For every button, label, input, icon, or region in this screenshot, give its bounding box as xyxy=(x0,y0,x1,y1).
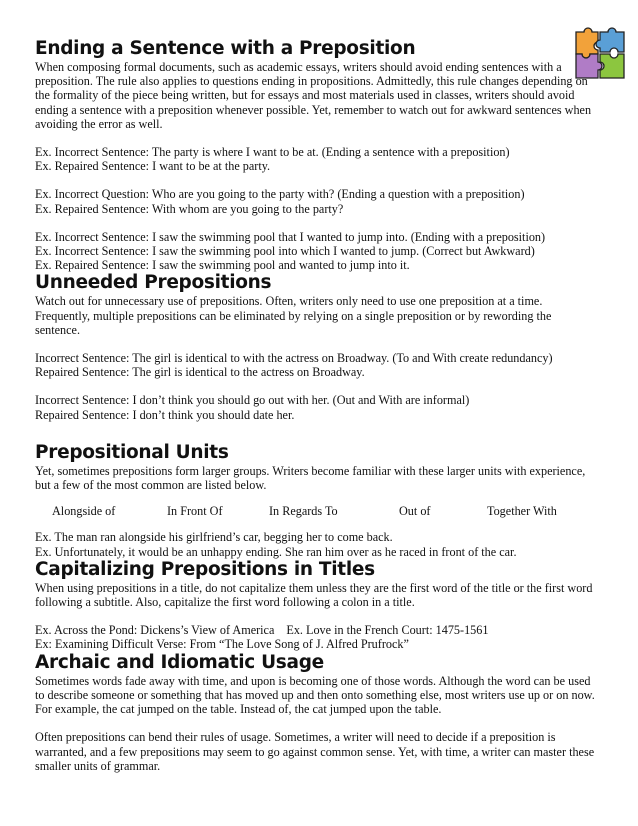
unneeded-ex1-incorrect: Incorrect Sentence: The girl is identical to with the actress on Broadway. (To and With create redundancy) xyxy=(35,351,553,366)
section-title-capitalizing: Capitalizing Prepositions in Titles xyxy=(35,558,375,580)
section-title-unneeded: Unneeded Prepositions xyxy=(35,272,272,294)
unneeded-ex1-repaired: Repaired Sentence: The girl is identical to the actress on Broadway. xyxy=(35,365,365,380)
units-list-item: In Front Of xyxy=(167,504,223,519)
ending-ex1-incorrect: Ex. Incorrect Sentence: The party is where I want to be at. (Ending a sentence with a preposition) xyxy=(35,145,510,160)
archaic-para2: Often prepositions can bend their rules of usage. Sometimes, a writer will need to decide if a preposition is warranted, and a few prepositions may seem to go against common sense. Yet, with time, a writer can master these smaller units of grammar. xyxy=(35,730,595,773)
capitalizing-ex1b: Ex. Love in the French Court: 1475-1561 xyxy=(286,623,489,638)
section-title-archaic: Archaic and Idiomatic Usage xyxy=(35,651,324,673)
ending-ex3-incorrect: Ex. Incorrect Sentence: I saw the swimming pool that I wanted to jump into. (Ending with a preposition) xyxy=(35,229,546,244)
units-ex1: Ex. The man ran alongside his girlfriend’s car, begging her to come back. xyxy=(35,530,393,545)
ending-ex1-repaired: Ex. Repaired Sentence: I want to be at the party. xyxy=(35,159,271,174)
unneeded-ex2-incorrect: Incorrect Sentence: I don’t think you should go out with her. (Out and With are informal) xyxy=(35,393,470,408)
capitalizing-ex1 xyxy=(35,623,595,637)
units-list-item: In Regards To xyxy=(269,504,338,519)
document-body xyxy=(35,38,595,773)
ending-ex2-repaired: Ex. Repaired Sentence: With whom are you going to the party? xyxy=(35,201,344,216)
unneeded-intro: Watch out for unnecessary use of prepositions. Often, writers only need to use one preposition at a time. Frequently, multiple prepositions can be eliminated by relying on a single preposition or by rewording the sentence. xyxy=(35,294,552,337)
section-title-units: Prepositional Units xyxy=(35,441,229,463)
units-list-item: Together With xyxy=(487,504,557,519)
section-title-ending: Ending a Sentence with a Preposition xyxy=(35,38,416,59)
ending-ex2-incorrect: Ex. Incorrect Question: Who are you going to the party with? (Ending a question with a preposition) xyxy=(35,187,525,202)
archaic-para1: Sometimes words fade away with time, and upon is becoming one of those words. Although the word can be used to describe someone or something that has moved up and then onto something else, most writers use up or on now. For example, the cat jumped on the table. Instead of, the cat jumped upon the table. xyxy=(35,673,595,717)
capitalizing-ex2: Ex: Examining Difficult Verse: From “The Love Song of J. Alfred Prufrock” xyxy=(35,637,409,652)
ending-intro: When composing formal documents, such as academic essays, writers should avoid ending sentences with a preposition. The rule also applies to questions ending in propositions. Admittedly, this rule changes depending on the formality of the piece being written, but for essays and most materials used in classes, writers should avoid ending a sentence with a preposition whenever possible. Yet, remember to watch out for awkward sentences when avoiding the error as well. xyxy=(35,60,592,131)
unneeded-ex2-repaired: Repaired Sentence: I don’t think you should date her. xyxy=(35,407,295,422)
units-list-item: Out of xyxy=(399,504,431,519)
units-list-item: Alongside of xyxy=(52,504,116,519)
units-intro: Yet, sometimes prepositions form larger groups. Writers become familiar with these larger units with experience, but a few of the most common are listed below. xyxy=(35,463,586,493)
units-ex2: Ex. Unfortunately, it would be an unhappy ending. She ran him over as he raced in front of the car. xyxy=(35,544,517,559)
ending-ex3-incorrect-awkward: Ex. Incorrect Sentence: I saw the swimming pool into which I wanted to jump. (Correct but Awkward) xyxy=(35,244,535,259)
ending-ex3-repaired: Ex. Repaired Sentence: I saw the swimming pool and wanted to jump into it. xyxy=(35,258,410,273)
capitalizing-ex1a: Ex. Across the Pond: Dickens’s View of America xyxy=(35,623,275,638)
capitalizing-intro: When using prepositions in a title, do not capitalize them unless they are the first word of the title or the first word following a subtitle. Also, capitalize the first word following a colon in a title. xyxy=(35,580,593,610)
units-list xyxy=(35,504,595,518)
